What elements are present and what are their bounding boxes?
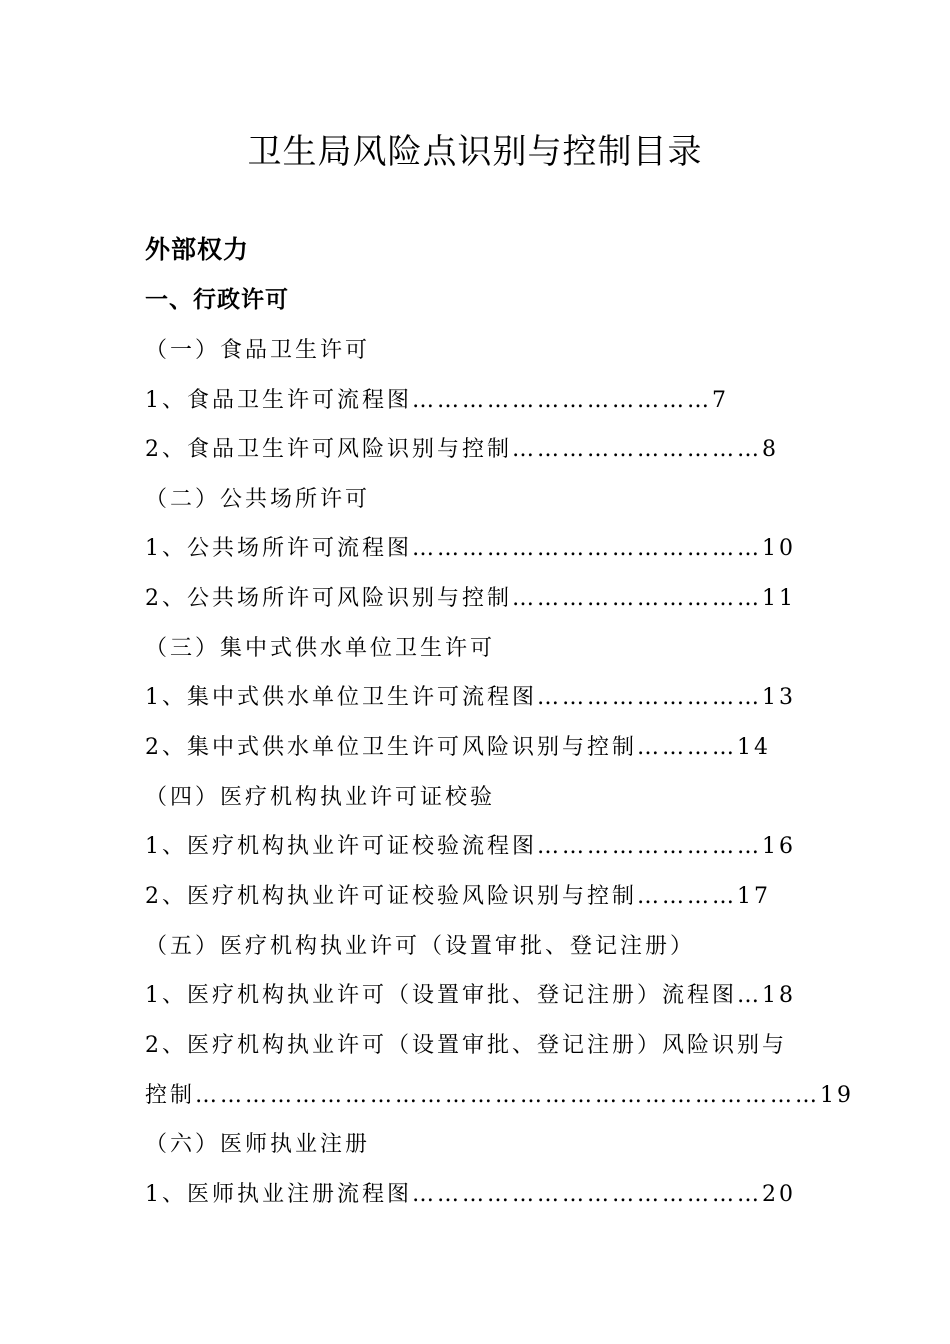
toc-entry-continuation: 控制…………………………………………………………………19 bbox=[145, 1083, 854, 1108]
toc-entry: 2、食品卫生许可风险识别与控制…………………………8 bbox=[145, 437, 779, 462]
toc-entry: 1、医疗机构执业许可证校验流程图………………………16 bbox=[145, 834, 796, 859]
toc-entry: 1、集中式供水单位卫生许可流程图………………………13 bbox=[145, 685, 796, 710]
toc-entry: 2、集中式供水单位卫生许可风险识别与控制…………14 bbox=[145, 735, 771, 760]
toc-entry: 2、医疗机构执业许可证校验风险识别与控制…………17 bbox=[145, 884, 771, 909]
toc-subheading: （五）医疗机构执业许可（设置审批、登记注册） bbox=[145, 934, 696, 959]
toc-entry: 2、医疗机构执业许可（设置审批、登记注册）风险识别与 bbox=[145, 1033, 787, 1058]
toc-subheading: （二）公共场所许可 bbox=[145, 487, 371, 512]
toc-subheading: （一）食品卫生许可 bbox=[145, 338, 371, 363]
toc-section-external-power: 外部权力 bbox=[145, 235, 250, 264]
toc-subheading: （四）医疗机构执业许可证校验 bbox=[145, 785, 496, 810]
toc-subheading: （六）医师执业注册 bbox=[145, 1132, 371, 1157]
page-title: 卫生局风险点识别与控制目录 bbox=[247, 132, 703, 172]
toc-subheading: （三）集中式供水单位卫生许可 bbox=[145, 636, 496, 661]
toc-heading-administrative-license: 一、行政许可 bbox=[145, 287, 289, 313]
toc-entry: 2、公共场所许可风险识别与控制…………………………11 bbox=[145, 586, 796, 611]
toc-entry: 1、医疗机构执业许可（设置审批、登记注册）流程图…18 bbox=[145, 983, 796, 1008]
toc-entry: 1、公共场所许可流程图……………………………………10 bbox=[145, 536, 796, 561]
toc-entry: 1、医师执业注册流程图……………………………………20 bbox=[145, 1182, 796, 1207]
toc-entry: 1、食品卫生许可流程图………………………………7 bbox=[145, 388, 729, 413]
